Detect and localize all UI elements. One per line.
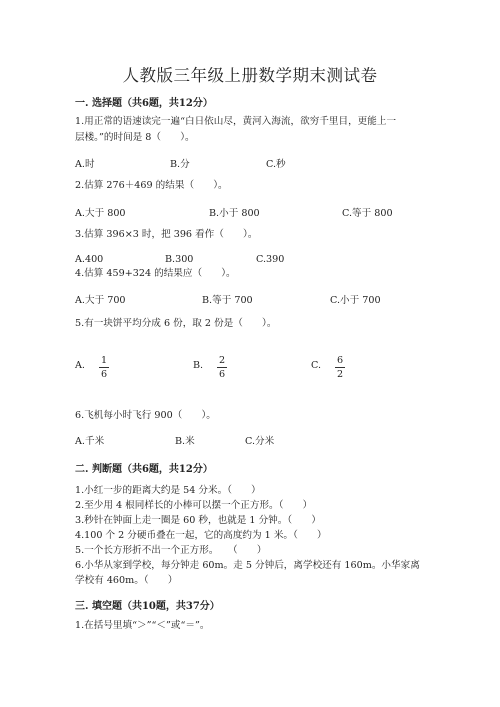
fraction-numerator: 1 xyxy=(100,355,108,366)
judge-item: 6.小华从家到学校，每分钟走 60m。走 5 分钟后，离学校还有 160m。小华家离 xyxy=(75,560,420,571)
q1-option-c: C.秒 xyxy=(266,159,286,170)
fraction-bar xyxy=(217,367,227,368)
fraction-numerator: 6 xyxy=(336,355,344,366)
section-heading-judge: 二. 判断题（共6题，共12分） xyxy=(75,464,213,475)
question-5: 5.有一块饼平均分成 6 份，取 2 份是（ ）。 xyxy=(75,318,277,329)
q4-option-c: C.小于 700 xyxy=(330,295,381,306)
q4-option-a: A.大于 700 xyxy=(75,295,126,306)
section-heading-choice: 一. 选择题（共6题，共12分） xyxy=(75,98,213,109)
fraction-numerator: 2 xyxy=(218,355,226,366)
fraction-denominator: 6 xyxy=(100,369,108,380)
q5-option-a: A. xyxy=(75,360,85,371)
q2-option-b: B.小于 800 xyxy=(209,208,260,219)
fraction-denominator: 6 xyxy=(218,369,226,380)
q3-option-c: C.390 xyxy=(256,254,285,265)
page-title: 人教版三年级上册数学期末测试卷 xyxy=(122,66,378,85)
question-1-line1: 1.用正常的语速读完一遍“白日依山尽，黄河入海流，欲穷千里目，更能上一 xyxy=(75,116,397,127)
question-1-line2: 层楼。”的时间是 8（ ）。 xyxy=(75,132,195,143)
judge-item: 1.小红一步的距离大约是 54 分米。（ ） xyxy=(75,485,261,496)
judge-item: 4.100 个 2 分硬币叠在一起，它的高度约为 1 米。（ ） xyxy=(75,530,327,541)
q1-option-a: A.时 xyxy=(75,159,95,170)
section-heading-fill: 三. 填空题（共10题，共37分） xyxy=(75,601,220,612)
question-6: 6.飞机每小时飞行 900（ ）。 xyxy=(75,410,216,421)
q5-fraction-c xyxy=(335,355,345,380)
judge-item: 5.一个长方形折不出一个正方形。 （ ） xyxy=(75,545,267,556)
fill-question-1: 1.在括号里填“＞”“＜”或“＝”。 xyxy=(75,620,210,631)
q1-option-b: B.分 xyxy=(170,159,190,170)
judge-item: 2.至少用 4 根同样长的小棒可以摆一个正方形。（ ） xyxy=(75,500,313,511)
q5-option-c: C. xyxy=(311,360,322,371)
q6-option-c: C.分米 xyxy=(245,436,275,447)
fraction-bar xyxy=(335,367,345,368)
q2-option-c: C.等于 800 xyxy=(342,208,393,219)
question-2: 2.估算 276＋469 的结果（ ）。 xyxy=(75,180,228,191)
fraction-bar xyxy=(99,367,109,368)
q6-option-a: A.千米 xyxy=(75,436,105,447)
fraction-denominator: 2 xyxy=(336,369,344,380)
q6-option-b: B.米 xyxy=(175,436,195,447)
question-4: 4.估算 459+324 的结果应（ ）。 xyxy=(75,268,236,279)
judge-item-continuation: 学校有 460m。（ ） xyxy=(75,575,178,586)
q2-option-a: A.大于 800 xyxy=(75,208,126,219)
q5-option-b: B. xyxy=(193,360,204,371)
q5-fraction-b xyxy=(217,355,227,380)
q5-fraction-a xyxy=(99,355,109,380)
judge-item: 3.秒针在钟面上走一圈是 60 秒，也就是 1 分钟。（ ） xyxy=(75,515,321,526)
q4-option-b: B.等于 700 xyxy=(202,295,253,306)
question-3: 3.估算 396×3 时，把 396 看作（ ）。 xyxy=(75,229,258,240)
q3-option-a: A.400 xyxy=(75,254,104,265)
q3-option-b: B.300 xyxy=(165,254,194,265)
